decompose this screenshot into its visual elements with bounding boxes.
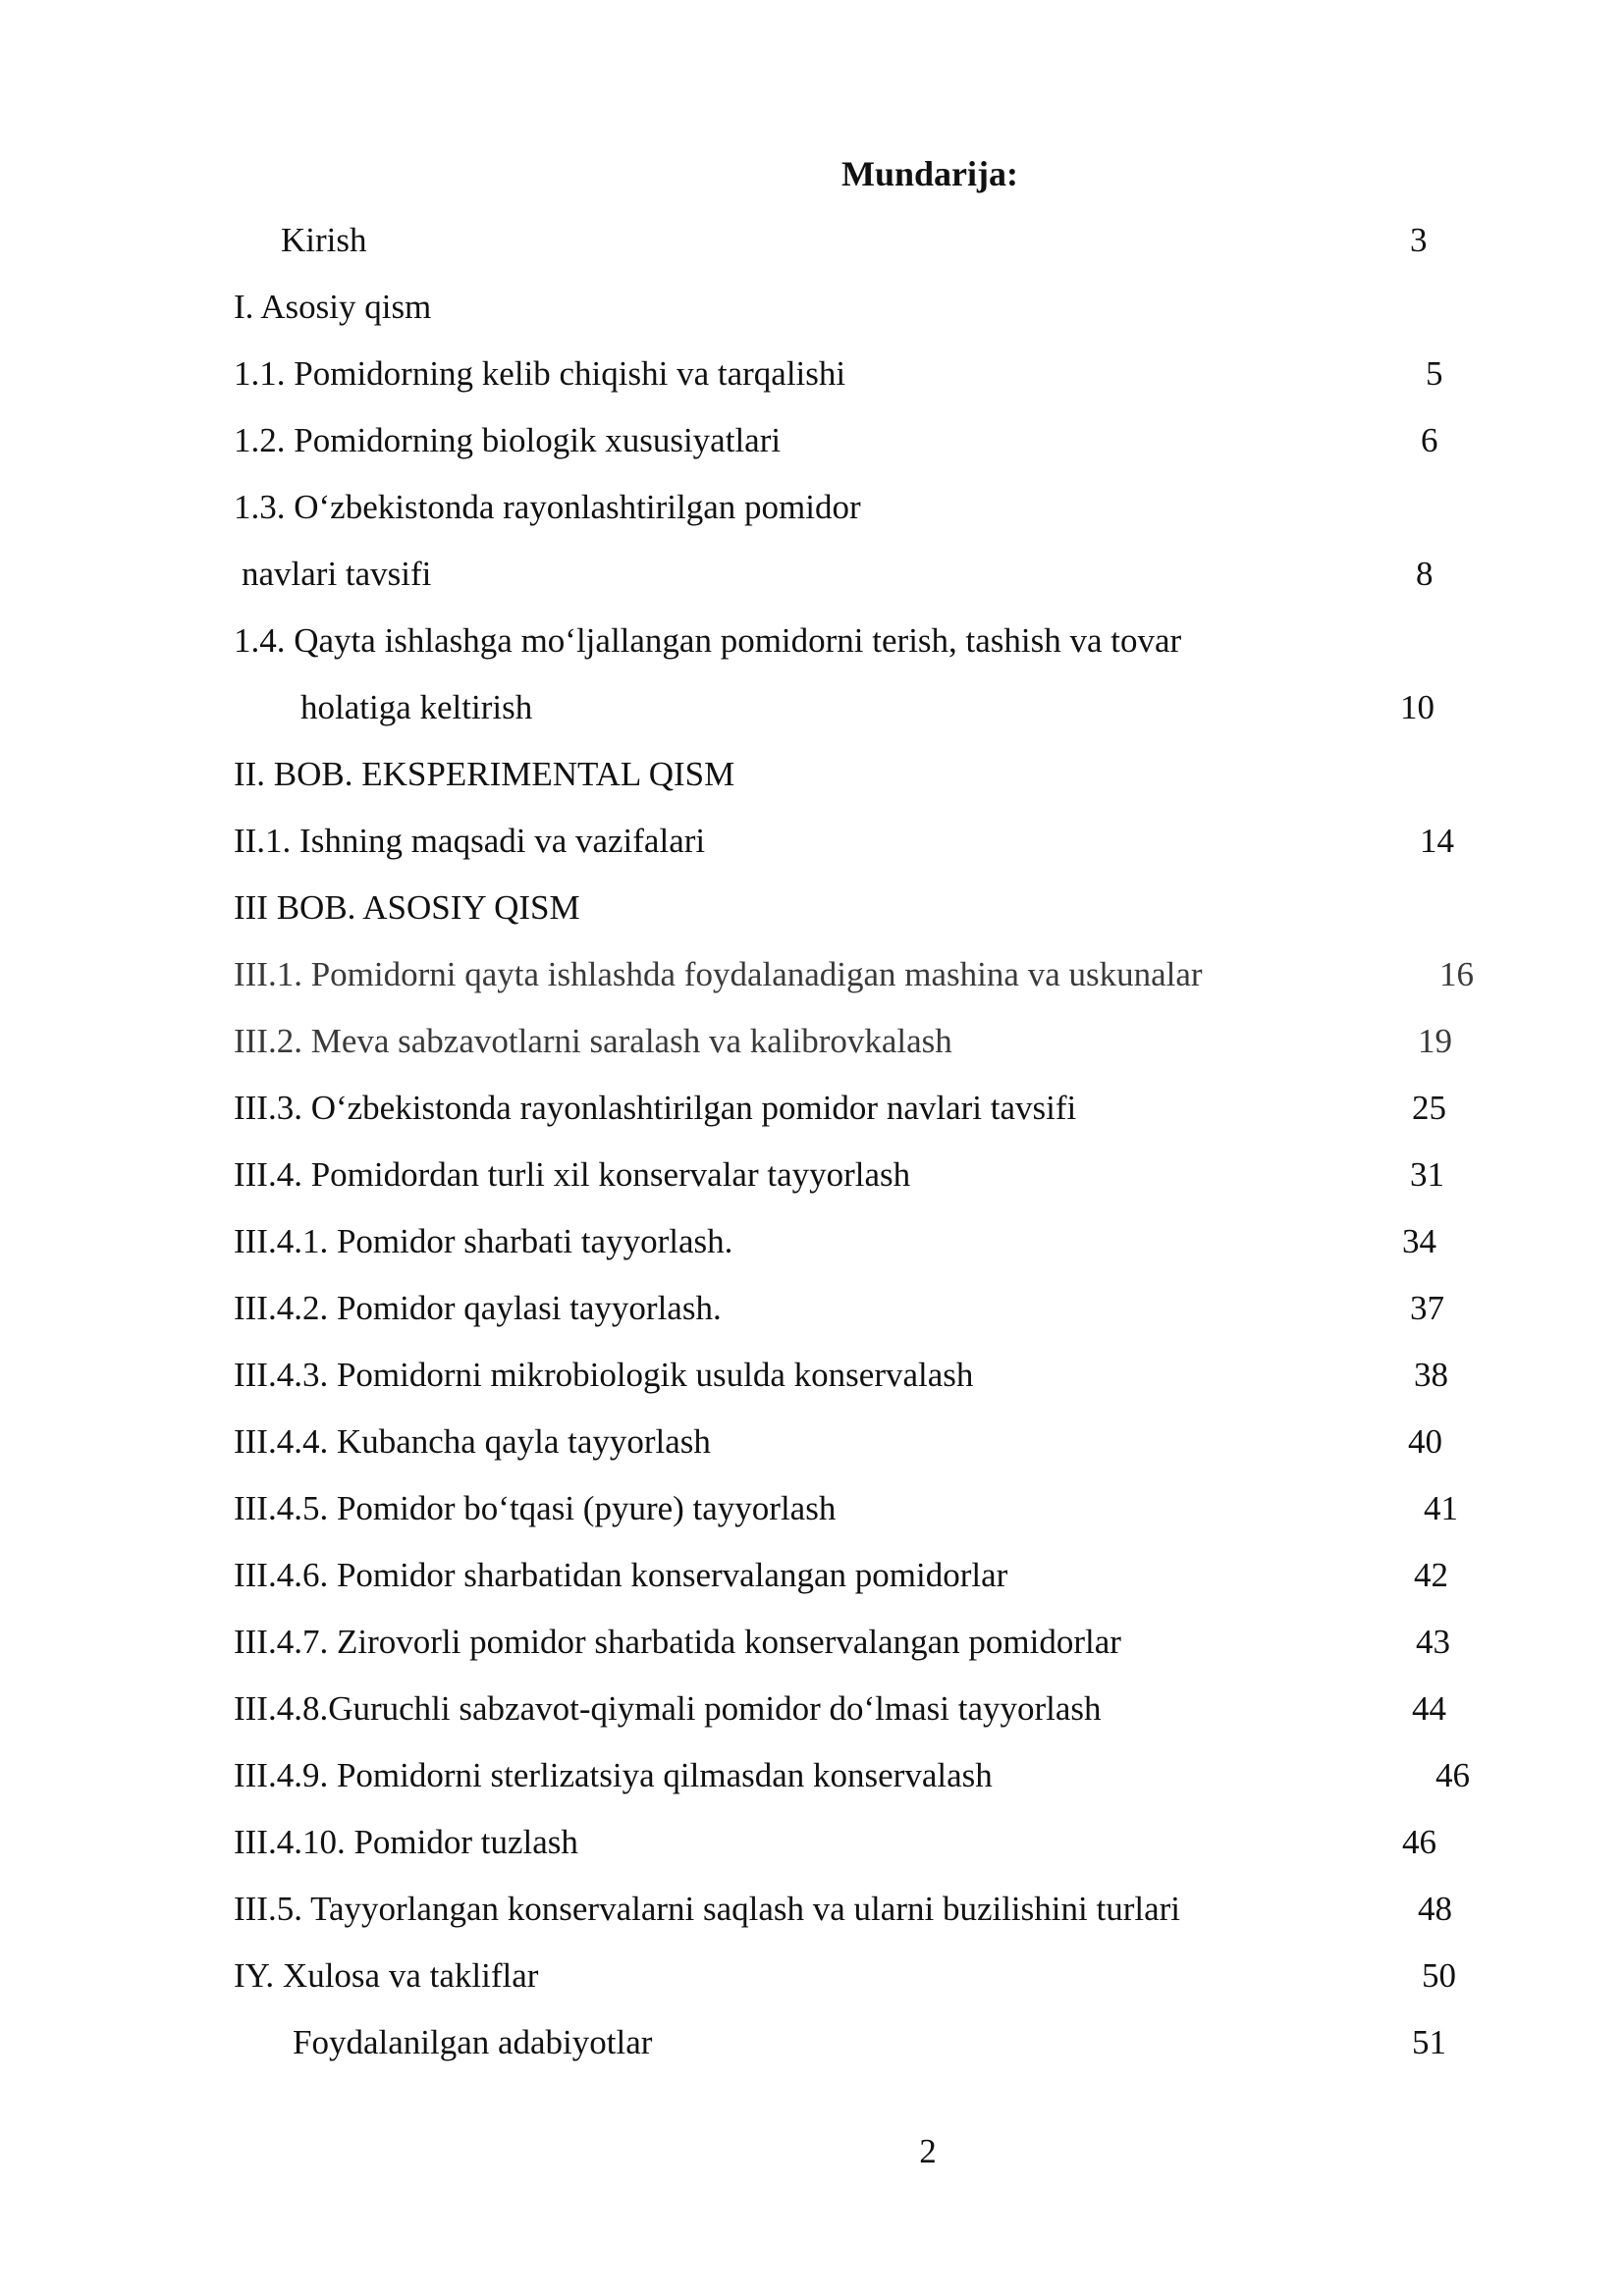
toc-entry-title: III.4. Pomidordan turli xil konservalar tayyorlash — [234, 1155, 911, 1194]
toc-entry — [0, 616, 1624, 666]
toc-entry — [0, 550, 1624, 599]
toc-entry — [0, 750, 1624, 799]
toc-entry-page: 38 — [1414, 1356, 1448, 1394]
toc-entry-page: 46 — [1435, 1756, 1470, 1794]
toc-entry-title: IY. Xulosa va takliflar — [234, 1956, 539, 1995]
toc-entry-title: 1.1. Pomidorning kelib chiqishi va tarqalishi — [234, 354, 846, 393]
toc-entry-title: III.1. Pomidorni qayta ishlashda foydalanadigan mashina va uskunalar — [234, 955, 1203, 993]
toc-entry-title: Kirish — [281, 221, 367, 259]
toc-entry-title: III.4.4. Kubancha qayla tayyorlash — [234, 1422, 711, 1461]
toc-entry — [0, 1284, 1624, 1333]
toc-entry-page: 34 — [1402, 1222, 1436, 1260]
toc-entry-page: 14 — [1420, 822, 1454, 860]
toc-entry-page: 48 — [1418, 1890, 1452, 1928]
toc-entry-page: 31 — [1410, 1155, 1444, 1194]
toc-entry — [0, 950, 1624, 999]
toc-entry — [0, 683, 1624, 732]
toc-entry — [0, 1150, 1624, 1200]
toc-entry-page: 44 — [1412, 1689, 1446, 1728]
toc-entry-page: 10 — [1400, 688, 1435, 726]
toc-entry — [0, 1818, 1624, 1867]
toc-entry-page: 5 — [1426, 354, 1443, 393]
toc-entry — [0, 216, 1624, 265]
toc-entry-title: III.4.10. Pomidor tuzlash — [234, 1823, 578, 1861]
toc-entry — [0, 283, 1624, 332]
toc-entry — [0, 817, 1624, 866]
toc-entry — [0, 483, 1624, 532]
toc-entry-title: III.4.3. Pomidorni mikrobiologik usulda konservalash — [234, 1356, 974, 1394]
toc-entry-page: 37 — [1410, 1289, 1444, 1327]
toc-entry-page: 6 — [1421, 421, 1438, 459]
toc-entry — [0, 883, 1624, 933]
toc-entry — [0, 1684, 1624, 1734]
toc-entry-title: III.4.1. Pomidor sharbati tayyorlash. — [234, 1222, 733, 1260]
toc-entry-title: III.2. Meva sabzavotlarni saralash va kalibrovkalash — [234, 1022, 952, 1060]
toc-entry-page: 41 — [1424, 1489, 1458, 1527]
toc-entry-page: 40 — [1408, 1422, 1442, 1461]
toc-entry-page: 42 — [1414, 1556, 1448, 1594]
toc-entry — [0, 1951, 1624, 2001]
toc-entry-title: III.4.8.Guruchli sabzavot-qiymali pomidor do‘lmasi tayyorlash — [234, 1689, 1102, 1728]
toc-entry — [0, 1084, 1624, 1133]
toc-entry-title: holatiga keltirish — [300, 688, 533, 726]
toc-entry — [0, 1618, 1624, 1667]
toc-entry-title: III.4.6. Pomidor sharbatidan konservalangan pomidorlar — [234, 1556, 1008, 1594]
toc-entry-page: 46 — [1402, 1823, 1436, 1861]
toc-entry-title: 1.4. Qayta ishlashga mo‘ljallangan pomidorni terish, tashish va tovar — [234, 621, 1182, 660]
toc-entry-title: I. Asosiy qism — [234, 288, 432, 326]
toc-heading: Mundarija: — [841, 154, 1018, 193]
toc-entry-title: 1.3. O‘zbekistonda rayonlashtirilgan pomidor — [234, 488, 861, 526]
toc-entry — [0, 1551, 1624, 1600]
toc-entry-page: 25 — [1412, 1089, 1446, 1127]
toc-entry — [0, 1484, 1624, 1533]
page-number: 2 — [919, 2132, 937, 2170]
toc-entry-title: III BOB. ASOSIY QISM — [234, 888, 580, 927]
toc-entry — [0, 1351, 1624, 1400]
toc-entry-title: III.5. Tayyorlangan konservalarni saqlash va ularni buzilishini turlari — [234, 1890, 1180, 1928]
toc-entry-title: III.4.7. Zirovorli pomidor sharbatida konservalangan pomidorlar — [234, 1623, 1121, 1661]
toc-entry-title: III.4.5. Pomidor bo‘tqasi (pyure) tayyorlash — [234, 1489, 837, 1527]
toc-entry-title: II.1. Ishning maqsadi va vazifalari — [234, 822, 706, 860]
toc-entry-page: 43 — [1416, 1623, 1450, 1661]
toc-entry — [0, 1885, 1624, 1934]
toc-entry-page: 8 — [1416, 555, 1434, 593]
toc-entry-title: Foydalanilgan adabiyotlar — [293, 2023, 653, 2061]
toc-entry-page: 16 — [1439, 955, 1474, 993]
toc-entry — [0, 1751, 1624, 1800]
toc-entry — [0, 1417, 1624, 1467]
toc-entry-title: navlari tavsifi — [242, 555, 432, 593]
toc-entry-page: 3 — [1410, 221, 1428, 259]
toc-entry — [0, 349, 1624, 399]
toc-entry-page: 50 — [1422, 1956, 1456, 1995]
toc-entry — [0, 1017, 1624, 1066]
toc-entry-title: 1.2. Pomidorning biologik xususiyatlari — [234, 421, 782, 459]
toc-entry-title: III.3. O‘zbekistonda rayonlashtirilgan pomidor navlari tavsifi — [234, 1089, 1077, 1127]
toc-entry — [0, 1217, 1624, 1266]
toc-entry-title: III.4.9. Pomidorni sterlizatsiya qilmasdan konservalash — [234, 1756, 993, 1794]
toc-entry-page: 19 — [1418, 1022, 1452, 1060]
toc-entry — [0, 2018, 1624, 2067]
toc-entry-title: II. BOB. EKSPERIMENTAL QISM — [234, 755, 735, 793]
toc-entry — [0, 416, 1624, 465]
toc-entry-title: III.4.2. Pomidor qaylasi tayyorlash. — [234, 1289, 722, 1327]
toc-entry-page: 51 — [1412, 2023, 1446, 2061]
